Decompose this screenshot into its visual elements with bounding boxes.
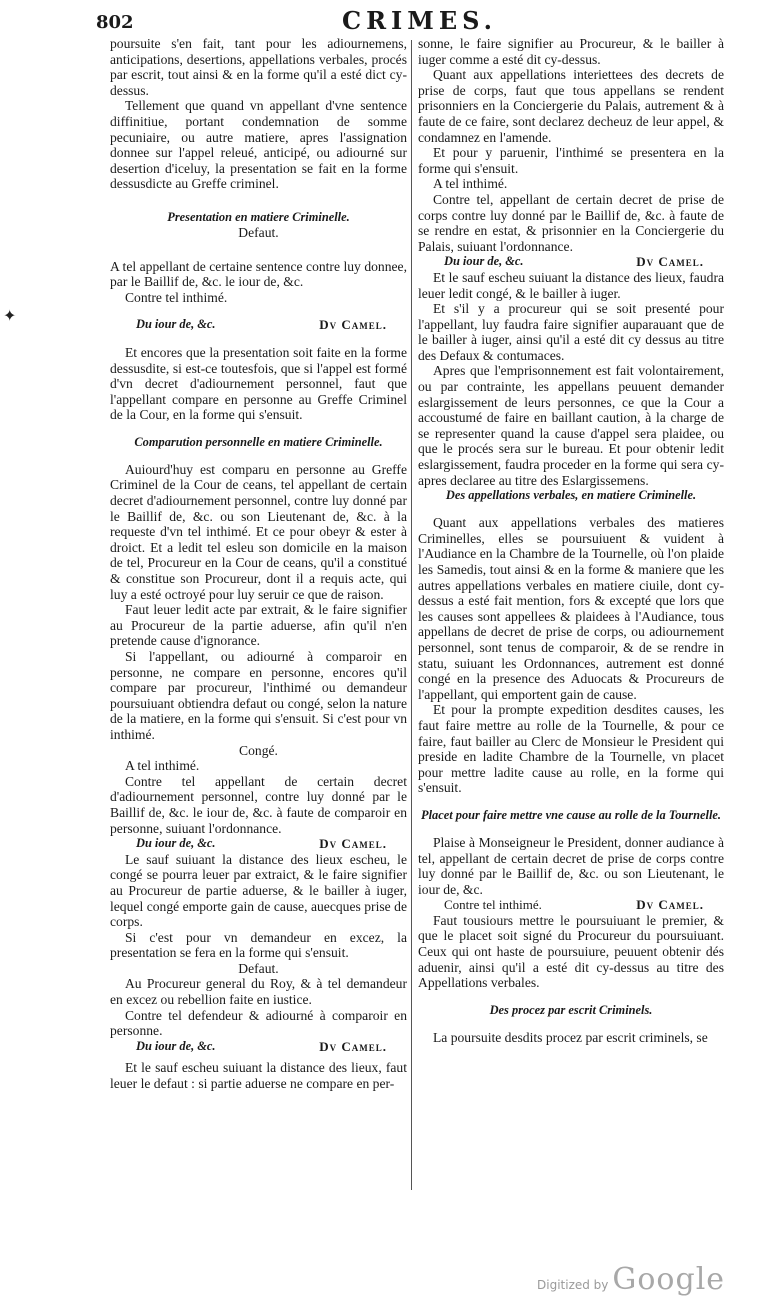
signature-line	[110, 1039, 407, 1055]
signature-party: Contre tel inthimé.	[444, 897, 542, 913]
paragraph: Auiourd'huy est comparu en personne au Greffe Criminel de la Cour de ceans, tel appellant de certain decret d'adiournement personnel, contre luy donné par le Baillif de, &c. ou son Lieutenant de, &c. à la requeste d'vn tel inthimé. Et ce pour obeyr & ester à droict. Et a ledit tel esleu son domicile en la maison de tel, Procureur en la Cour de ceans, qu'il a constitué & constitue son Procureur, dont il a requis acte, qui luy a esté octroyé pour luy seruir ce que de raison.	[110, 461, 407, 602]
page-header	[96, 4, 733, 38]
section-heading: Presentation en matiere Criminelle.	[167, 209, 350, 224]
right-column	[418, 36, 724, 1045]
signature-name: Dv Camel.	[319, 1038, 387, 1054]
paragraph: Contre tel defendeur & adiourné à comparoir en personne.	[110, 1007, 407, 1039]
paragraph: Contre tel appellant de certain decret d'adiournement personnel, contre luy donné par le Baillif de, &c. le iour de, &c. à faute de comparoir en personne, suiuant l'ordonnance.	[110, 773, 407, 836]
paragraph: Et pour y paruenir, l'inthimé se presentera en la forme qui s'ensuit.	[418, 145, 724, 176]
paragraph: Faut leuer ledit acte par extrait, & le faire signifier au Procureur de la partie aduerse, afin qu'il n'en pretende cause d'ignorance.	[110, 602, 407, 649]
paragraph: La poursuite desdits procez par escrit criminels, se	[432, 1029, 708, 1045]
signature-line	[418, 897, 724, 913]
left-column	[110, 36, 407, 1092]
signature-date: Du iour de, &c.	[136, 836, 216, 851]
paragraph: A tel appellant de certaine sentence contre luy donnee, par le Baillif de, &c. le iour de, &c.	[110, 258, 407, 290]
paragraph: Faut tousiours mettre le poursuiuant le premier, & que le placet soit signé du Procureur du poursuiuant. Ceux qui ont haste de poursuiure, peuuent obtenir dés aduenir, ainsi qu'il a esté dit cy-dessus au titre des Appellations verbales.	[418, 912, 724, 991]
paragraph: Quant aux appellations interiettees des decrets de prise de corps, faut que tous appellans se rendent prisonniers en la Conciergerie du Palais, autrement & à faute de ce faire, sont declarez decheuz de leur appel, & condamnez en l'amende.	[418, 67, 724, 145]
google-logo: Google	[612, 1262, 726, 1297]
paragraph: Quant aux appellations verbales des matieres Criminelles, elles se poursuiuent & vuident à l'Audiance en la Chambre de la Tournelle, où l'on plaide les Samedis, tout ainsi & en la forme & maniere que les autres appellations verbales en matiere ciuile, dont cy-dessus a esté fait mention, fors & excepté que lors que les causes sont appellees & plaidees à l'Audiance, tous appellans de decret de prise de corps, ou adiournement personnel, sont tenus de comparoir, & de se rendre in statu, suiuant les Ordonnances, autrement est donné congé en la presence des Aduocats & Procureurs de l'appellant, qui emportent gain de cause.	[418, 515, 724, 702]
paragraph: A tel inthimé.	[432, 176, 508, 192]
digitized-by-label: Digitized by	[537, 1278, 609, 1292]
page-number: 802	[96, 12, 134, 33]
paragraph: Contre tel inthimé.	[124, 289, 228, 305]
signature-date: Du iour de, &c.	[136, 317, 216, 332]
signature-name: Dv Camel.	[319, 836, 387, 852]
paragraph: Et pour la prompte expedition desdites causes, les faut faire mettre au rolle de la Tournelle, & pour ce faire, faut bailler au Clerc de Monsieur le President qui preside en ladite Chambre de la Tournelle, vn placet pour mettre ladite cause au rolle, en la forme qui s'ensuit.	[418, 702, 724, 796]
margin-mark-icon: ✦	[3, 306, 17, 325]
paragraph: Apres que l'emprisonnement est fait volontairement, ou par contrainte, les appellans peuuent demander eslargissement de leurs personnes, ce que la Cour a accoustumé de faire en baillant caution, à la charge de se representer quand la cause d'appel sera plaidee, ou que le procés sera sur le bureau. Et pour obtenir ledit eslargissement, faudra proceder en la forme qui sera cy-apres declaree au titre des Eslargissemens.	[418, 363, 724, 488]
signature-name: Dv Camel.	[319, 317, 387, 333]
paragraph: Contre tel, appellant de certain decret de prise de corps contre luy donné par le Baillif de, &c. à faute de se rendre en estat, & prisonnier en la Conciergerie du Palais, suiuant l'ordonnance.	[418, 191, 724, 254]
signature-line	[418, 254, 724, 270]
signature-date: Du iour de, &c.	[444, 254, 524, 269]
signature-name: Dv Camel.	[636, 254, 704, 270]
paragraph: Et le sauf escheu suiuant la distance des lieux, faudra leuer ledit congé, & le bailler à iuger.	[418, 269, 724, 301]
paragraph: Et s'il y a procureur qui se soit presenté pour l'appellant, luy faudra faire signifier auparauant que de le bailler à iuger, ainsi qu'il a esté dit cy dessus au titre des Defaux & contumaces.	[418, 301, 724, 363]
subheading: Congé.	[239, 742, 278, 758]
section-heading: Des procez par escrit Criminels.	[489, 1002, 653, 1017]
subheading: Defaut.	[238, 960, 279, 976]
section-heading: Placet pour faire mettre vne cause au rolle de la Tournelle.	[421, 807, 721, 822]
running-head: CRIMES.	[342, 6, 497, 35]
paragraph: Le sauf suiuant la distance des lieux escheu, le congé se pourra leuer par extraict, & le faire signifier au Procureur de partie aduerse, & le bailler à iuger, lequel congé emporte gain de cause, auecques prise de corps.	[110, 851, 407, 930]
paragraph: Et encores que la presentation soit faite en la forme dessusdite, si est-ce toutesfois, que si l'appel est formé d'vn decret d'adiournement personnel, faut que l'appellant compare en personne au Greffe Criminel de la Cour, en la forme qui s'ensuit.	[110, 344, 407, 423]
paragraph: Au Procureur general du Roy, & à tel demandeur en excez ou rebellion faite en iustice.	[110, 976, 407, 1008]
paragraph: poursuite s'en fait, tant pour les adiournemens, anticipations, desertions, appellations verbales, procés par escrit, tout ainsi & en la forme qu'il a esté dict cy-dessus.	[110, 36, 407, 98]
paragraph: Si l'appellant, ou adiourné à comparoir en personne, ne compare en personne, encores qu'il compare par procureur, l'inthimé ou demandeur poursuiuant obtiendra defaut ou congé, selon la nature de la matiere, en la forme qui s'ensuit. Si c'est pour vn inthimé.	[110, 649, 407, 742]
signature-date: Du iour de, &c.	[136, 1038, 216, 1053]
section-heading: Comparution personnelle en matiere Criminelle.	[134, 434, 383, 449]
signature-line	[110, 836, 407, 852]
paragraph: Si c'est pour vn demandeur en excez, la presentation se fera en la forme qui s'ensuit.	[110, 929, 407, 961]
column-divider	[411, 40, 412, 1190]
signature-line	[110, 317, 407, 333]
paragraph: Plaise à Monseigneur le President, donner audiance à tel, appellant de certain decret de prise de corps contre luy donné par le Baillif de, &c. ou son Lieutenant, le iour de, &c.	[418, 834, 724, 897]
digitized-watermark	[537, 1262, 725, 1297]
subheading: Defaut.	[238, 224, 279, 240]
paragraph: Et le sauf escheu suiuant la distance des lieux, faut leuer le defaut : si partie aduerse ne compare en per-	[110, 1060, 407, 1092]
paragraph: sonne, le faire signifier au Procureur, & le bailler à iuger comme a esté dit cy-dessus.	[418, 36, 724, 67]
paragraph: A tel inthimé.	[124, 758, 200, 774]
signature-name: Dv Camel.	[636, 897, 704, 913]
paragraph: Tellement que quand vn appellant d'vne sentence diffinitiue, portant condemnation de somme pecuniaire, ou autre matiere, apres l'assignation donnee sur l'appel releué, anticipé, ou adiourné sur desertion d'iceluy, la presentation se fait en la forme dessusdicte au Greffe criminel.	[110, 98, 407, 192]
section-heading: Des appellations verbales, en matiere Criminelle.	[445, 488, 697, 503]
